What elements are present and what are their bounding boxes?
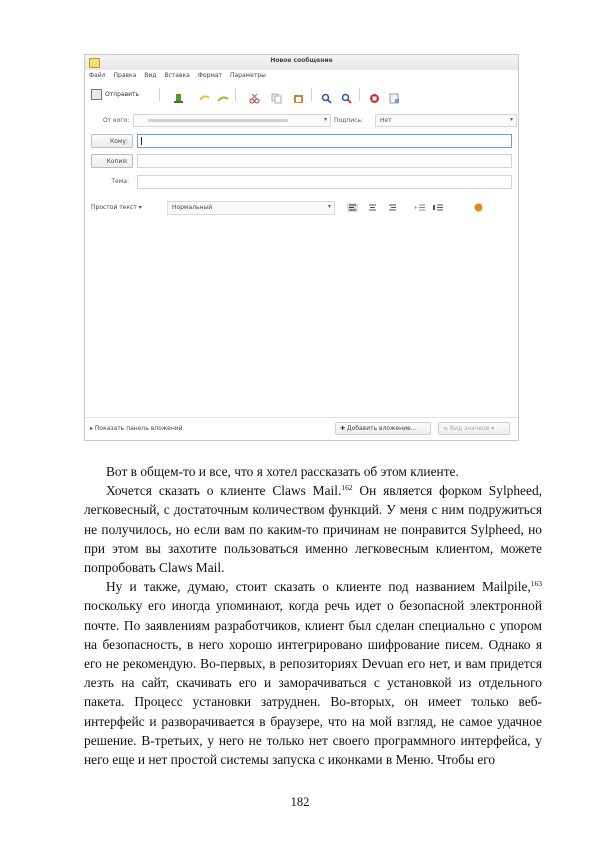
attachments-bar — [85, 417, 518, 440]
cut-button[interactable] — [249, 89, 260, 100]
paragraph-3-rest: поскольку его иногда упоминают, когда речь идет о безопасной электронной почте. По заявлениям разработчиков, клиент был сделан специально с упором на безопасность, в него хорошо интегрировано шифрование писем. Однако я его не рекомендую. Во-первых, в репозиториях Devuan его нет, и вам придется лезть на сайт, скачивать его и заморачиваться с установкой из отдельного пакета. Процесс установки затруднен. Во-вторых, он имеет только веб-интерфейс и разворачивается в браузере, что на мой взгляд, не самое удачное решение. В-третьих, у него не только нет своего программного интерфейса, у него еще и нет простой системы запуска с иконками в Меню. Чтобы его — [84, 598, 542, 768]
toolbar-separator — [159, 88, 160, 101]
to-input[interactable] — [137, 134, 512, 148]
stop-button[interactable] — [369, 89, 380, 100]
align-right-icon — [387, 203, 398, 212]
to-type-button[interactable]: Кому: — [91, 134, 133, 148]
chevron-down-icon: ▾ — [509, 116, 513, 123]
compose-window-screenshot — [84, 54, 519, 441]
spellcheck-button[interactable] — [341, 89, 352, 100]
footnote-ref-162[interactable]: 162 — [341, 483, 353, 493]
toolbar-separator — [359, 88, 360, 101]
signature-label: Подпись: — [334, 117, 364, 124]
align-left-button[interactable] — [347, 203, 358, 212]
body-text — [84, 462, 542, 769]
show-attachments-toggle[interactable]: ▸ Показать панель вложений — [90, 425, 183, 432]
send-icon — [91, 89, 102, 100]
attach-icon — [199, 93, 210, 104]
paste-icon — [293, 93, 304, 104]
paragraph-2-lead: Хочется сказать о клиенте Claws Mail. — [106, 483, 342, 499]
attach-button[interactable] — [199, 89, 210, 100]
paragraph-1: Вот в общем-то и все, что я хотел рассказать об этом клиенте. — [106, 464, 459, 479]
format-toolbar — [89, 201, 514, 215]
search-button[interactable] — [321, 89, 332, 100]
menu-view[interactable]: Вид — [144, 72, 157, 79]
signature-value: Нет — [380, 117, 392, 124]
copy-button[interactable] — [271, 89, 282, 100]
plain-text-mode-button[interactable]: Простой текст ▾ — [91, 204, 142, 211]
outdent-icon — [433, 203, 444, 212]
align-right-button[interactable] — [387, 203, 398, 212]
stop-icon — [369, 93, 380, 104]
paragraph-style-value: Нормальный — [172, 204, 213, 211]
addressbook-button[interactable] — [389, 89, 400, 100]
align-center-button[interactable] — [367, 203, 378, 212]
spellcheck-icon — [341, 93, 352, 104]
cut-icon — [249, 93, 260, 104]
copy-icon — [271, 93, 282, 104]
text-caret — [141, 137, 142, 145]
menu-edit[interactable]: Правка — [113, 72, 137, 79]
paragraph-3 — [84, 577, 542, 769]
chevron-down-icon: ▾ — [327, 203, 331, 210]
subject-row — [89, 175, 514, 191]
menu-options[interactable]: Параметры — [229, 72, 266, 79]
paragraph-2-rest: Он является форком Sylpheed, легковесный, с достаточным количеством функций. У меня с ним подружиться не получилось, но если вам по каким-то причинам не понравится Sylpheed, но при этом вы захотите пользоваться именно легковесным клиентом, можете попробовать Claws Mail. — [84, 483, 542, 576]
indent-button[interactable] — [415, 203, 426, 212]
toolbar-separator — [311, 88, 312, 101]
sign-icon — [217, 93, 229, 104]
sign-button[interactable] — [217, 89, 229, 100]
cc-row — [89, 154, 514, 170]
cc-type-button[interactable]: Копия: — [91, 154, 133, 168]
emoticon-icon — [473, 203, 484, 212]
signature-select[interactable] — [375, 114, 517, 127]
title-bar — [85, 55, 518, 70]
paragraph-3-lead: Ну и также, думаю, стоит сказать о клиенте под названием Mailpile, — [106, 579, 531, 595]
search-icon — [321, 93, 332, 104]
window-title: Новое сообщение — [270, 57, 333, 64]
paragraph-style-select[interactable] — [167, 201, 335, 215]
menu-format[interactable]: Формат — [197, 72, 223, 79]
insert-file-button[interactable] — [173, 89, 184, 100]
icon-view-button[interactable]: ≡ Вид значков ▾ — [438, 422, 510, 435]
align-center-icon — [367, 203, 378, 212]
send-button[interactable] — [91, 89, 151, 100]
send-label: Отправить — [105, 91, 140, 98]
chevron-down-icon: ▾ — [323, 116, 327, 123]
page-number: 182 — [290, 795, 310, 809]
footnote-ref-163[interactable]: 163 — [530, 579, 542, 589]
toolbar-separator — [235, 88, 236, 101]
to-row — [89, 134, 514, 150]
cc-input[interactable] — [137, 154, 512, 168]
menu-insert[interactable]: Вставка — [164, 72, 190, 79]
paragraph-2 — [84, 481, 542, 577]
subject-label: Тема: — [111, 178, 129, 185]
menu-file[interactable]: Файл — [89, 72, 106, 79]
indent-icon — [415, 203, 426, 212]
from-label: От кого: — [103, 117, 130, 124]
emoticon-button[interactable] — [473, 203, 484, 212]
paste-button[interactable] — [293, 89, 304, 100]
menu-bar — [89, 72, 272, 82]
addressbook-icon — [389, 93, 400, 104]
from-row — [89, 114, 514, 126]
toolbar — [89, 87, 514, 103]
from-select[interactable] — [133, 114, 331, 127]
subject-input[interactable] — [137, 175, 512, 189]
from-account-redacted — [148, 119, 288, 122]
message-body-editor[interactable] — [89, 219, 514, 419]
add-attachment-button[interactable]: ✚ Добавить вложение… — [335, 422, 431, 435]
outdent-button[interactable] — [433, 203, 444, 212]
insert-icon — [173, 93, 184, 104]
align-left-icon — [347, 203, 358, 212]
